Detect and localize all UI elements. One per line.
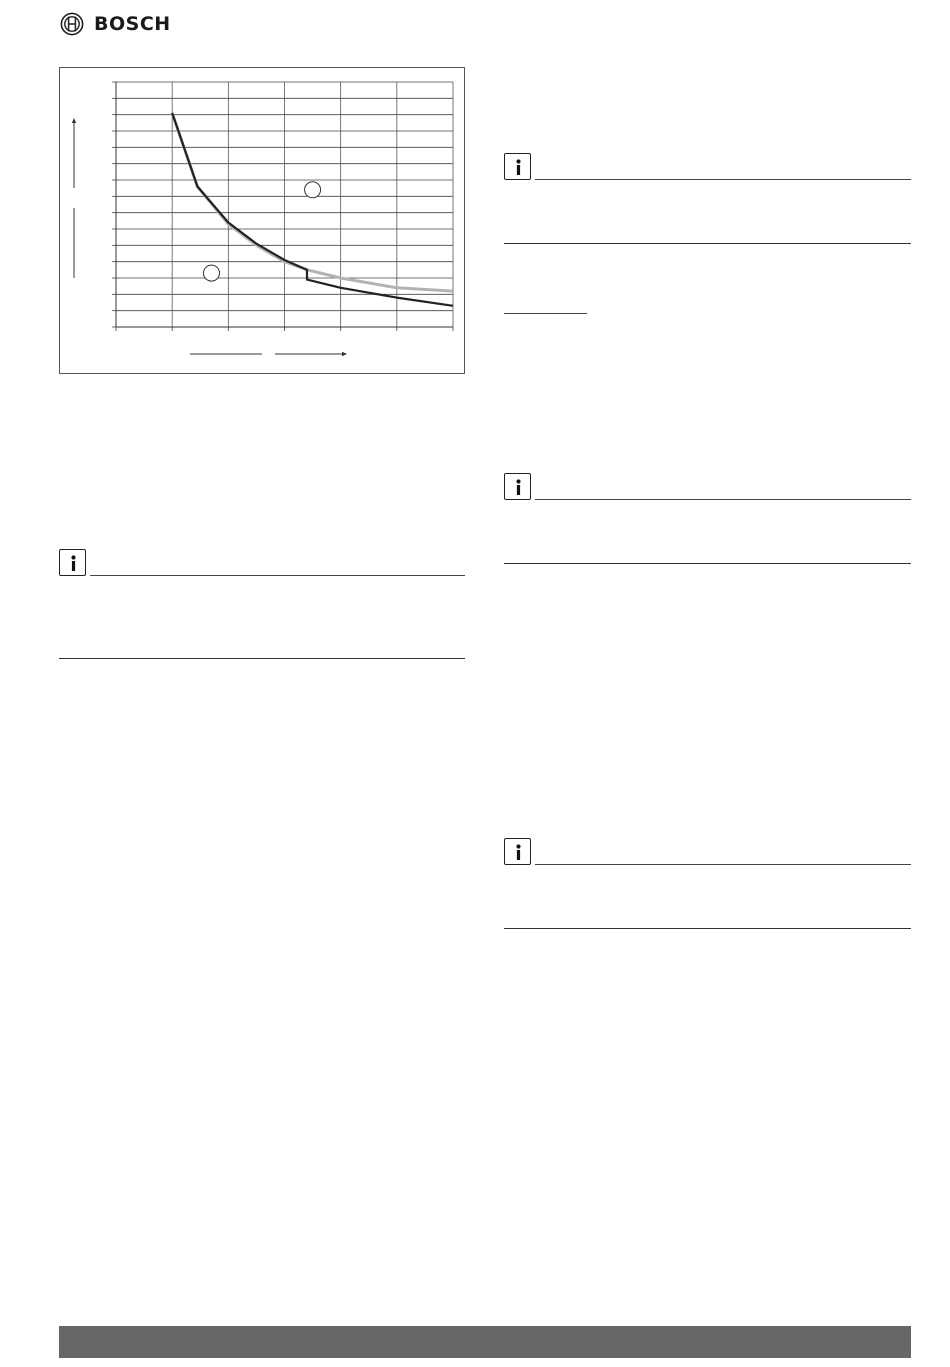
y-axis-arrowhead	[72, 118, 76, 123]
callout-marker-2	[203, 265, 219, 281]
section-rule	[504, 243, 911, 244]
footer-bar	[59, 1326, 911, 1358]
info-divider	[90, 575, 465, 576]
series-line-light	[172, 113, 453, 291]
info-notice-3	[504, 473, 911, 503]
info-notice-1	[59, 549, 465, 579]
info-divider	[535, 179, 911, 180]
chart-axes	[72, 82, 453, 356]
brand-name: BOSCH	[94, 13, 171, 35]
info-notice-2	[504, 153, 911, 183]
info-notice-4	[504, 838, 911, 868]
brand-logo	[60, 12, 171, 36]
info-icon	[504, 473, 531, 500]
hyperlink[interactable]	[504, 313, 587, 314]
callout-marker-1	[305, 182, 321, 198]
section-rule	[59, 658, 465, 659]
chart-figure	[59, 67, 465, 374]
section-rule	[504, 928, 911, 929]
line-chart	[60, 68, 466, 375]
chart-grid	[116, 82, 453, 327]
info-icon	[59, 549, 86, 576]
info-divider	[535, 499, 911, 500]
info-divider	[535, 864, 911, 865]
bosch-armature-icon	[60, 12, 84, 36]
info-icon	[504, 153, 531, 180]
section-rule	[504, 563, 911, 564]
info-icon	[504, 838, 531, 865]
x-axis-arrowhead	[342, 352, 347, 356]
